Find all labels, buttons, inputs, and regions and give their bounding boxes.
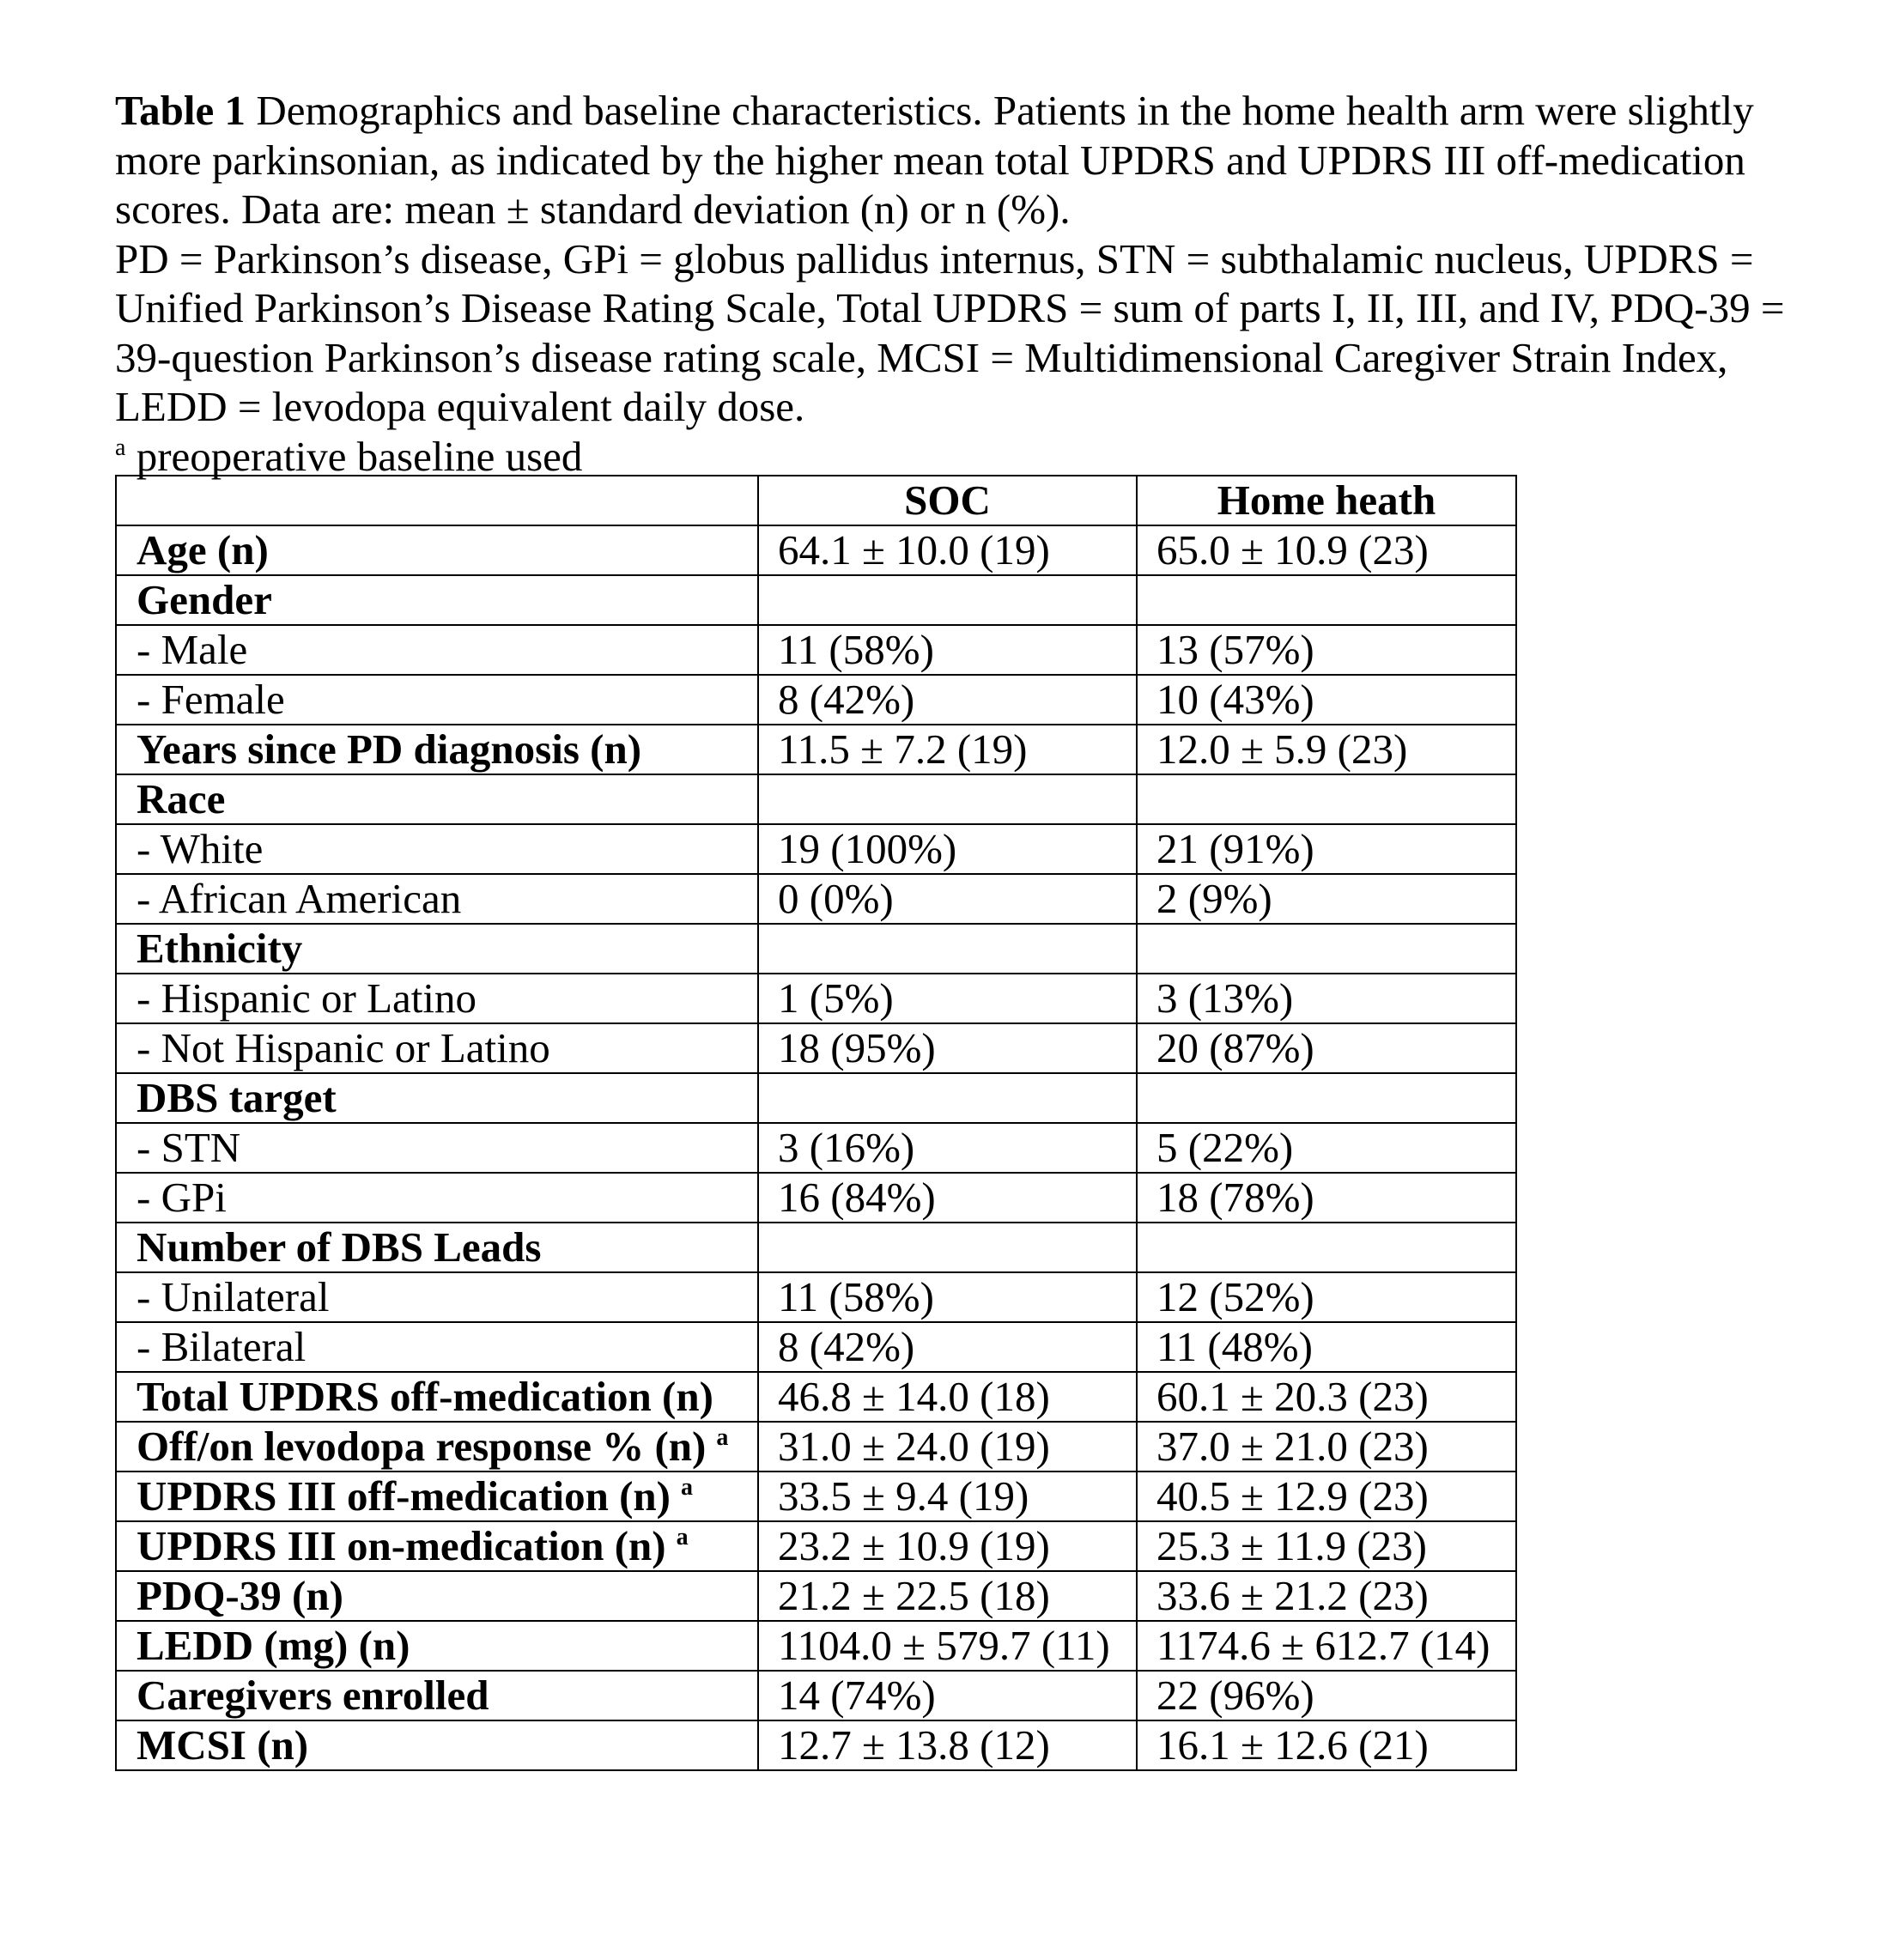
home-health-value-cell: 20 (87%)	[1137, 1023, 1516, 1073]
header-soc: SOC	[758, 476, 1137, 525]
abbreviations-text: PD = Parkinson’s disease, GPi = globus pallidus internus, STN = subthalamic nucleus, UPDRS = Unified Parkinson’s Disease Rating Scale, Total UPDRS = sum of parts I, II, III, and IV, PDQ-39 = 39-question Parkinson’s disease rating scale, MCSI = Multidimensional Caregiver Strain Index, LEDD = levodopa equivalent daily dose.	[115, 234, 1785, 430]
row-label-cell	[116, 725, 758, 774]
row-label: Years since PD diagnosis (n)	[137, 725, 642, 773]
home-health-value-cell	[1137, 1223, 1516, 1272]
row-label-cell	[116, 1521, 758, 1571]
table-row	[116, 1720, 1516, 1770]
row-label: - Unilateral	[137, 1273, 330, 1320]
home-health-value-cell: 65.0 ± 10.9 (23)	[1137, 525, 1516, 575]
row-label: - GPi	[137, 1174, 227, 1221]
home-health-value-cell: 16.1 ± 12.6 (21)	[1137, 1720, 1516, 1770]
footnote-paragraph	[115, 432, 1798, 482]
table-row	[116, 1322, 1516, 1372]
soc-value-cell: 19 (100%)	[758, 824, 1137, 874]
soc-value-cell: 3 (16%)	[758, 1123, 1137, 1173]
row-label: - Female	[137, 676, 285, 723]
row-label-cell	[116, 675, 758, 725]
row-label-cell	[116, 1621, 758, 1671]
table-row	[116, 1472, 1516, 1521]
home-health-value-cell: 33.6 ± 21.2 (23)	[1137, 1571, 1516, 1621]
abbreviations-paragraph	[115, 234, 1798, 432]
footnote-mark: a	[115, 434, 126, 461]
soc-value-cell: 46.8 ± 14.0 (18)	[758, 1372, 1137, 1422]
row-label: Race	[137, 775, 226, 822]
caption-text: Demographics and baseline characteristics. Patients in the home health arm were slightly more parkinsonian, as indicated by the higher mean total UPDRS and UPDRS III off-medication scores. Data are: mean ± standard deviation (n) or n (%).	[115, 87, 1754, 233]
header-home-health: Home heath	[1137, 476, 1516, 525]
soc-value-cell: 11 (58%)	[758, 625, 1137, 675]
home-health-value-cell	[1137, 1073, 1516, 1123]
row-label-cell	[116, 625, 758, 675]
row-label: Off/on levodopa response % (n)	[137, 1423, 707, 1470]
row-label-cell	[116, 525, 758, 575]
row-label: Number of DBS Leads	[137, 1223, 542, 1271]
table-row	[116, 1223, 1516, 1272]
soc-value-cell: 14 (74%)	[758, 1671, 1137, 1720]
home-health-value-cell: 37.0 ± 21.0 (23)	[1137, 1422, 1516, 1472]
table-row	[116, 824, 1516, 874]
row-label-cell	[116, 1073, 758, 1123]
row-label-cell	[116, 1272, 758, 1322]
row-label: Total UPDRS off-medication (n)	[137, 1373, 713, 1420]
soc-value-cell: 18 (95%)	[758, 1023, 1137, 1073]
table-row	[116, 1123, 1516, 1173]
row-label: MCSI (n)	[137, 1721, 309, 1769]
caption-paragraph	[115, 86, 1798, 234]
row-label-cell	[116, 824, 758, 874]
row-label-cell	[116, 1322, 758, 1372]
table-row	[116, 1422, 1516, 1472]
table-row	[116, 1671, 1516, 1720]
soc-value-cell: 21.2 ± 22.5 (18)	[758, 1571, 1137, 1621]
table-row	[116, 1372, 1516, 1422]
soc-value-cell: 12.7 ± 13.8 (12)	[758, 1720, 1137, 1770]
row-label-cell	[116, 1123, 758, 1173]
baseline-table	[115, 475, 1517, 1771]
row-label-cell	[116, 1720, 758, 1770]
table-row	[116, 874, 1516, 924]
row-label-cell	[116, 874, 758, 924]
row-label: UPDRS III off-medication (n)	[137, 1472, 671, 1520]
home-health-value-cell	[1137, 575, 1516, 625]
home-health-value-cell: 10 (43%)	[1137, 675, 1516, 725]
soc-value-cell: 64.1 ± 10.0 (19)	[758, 525, 1137, 575]
table-label: Table 1	[115, 87, 246, 134]
footnote-marker: a	[676, 1524, 689, 1550]
soc-value-cell: 8 (42%)	[758, 1322, 1137, 1372]
row-label-cell	[116, 1472, 758, 1521]
home-health-value-cell	[1137, 924, 1516, 974]
row-label: - White	[137, 825, 264, 872]
soc-value-cell: 33.5 ± 9.4 (19)	[758, 1472, 1137, 1521]
home-health-value-cell: 12 (52%)	[1137, 1272, 1516, 1322]
header-empty	[116, 476, 758, 525]
table-row	[116, 1023, 1516, 1073]
home-health-value-cell	[1137, 774, 1516, 824]
home-health-value-cell: 3 (13%)	[1137, 974, 1516, 1023]
home-health-value-cell: 1174.6 ± 612.7 (14)	[1137, 1621, 1516, 1671]
row-label-cell	[116, 1571, 758, 1621]
row-label-cell	[116, 1422, 758, 1472]
home-health-value-cell: 5 (22%)	[1137, 1123, 1516, 1173]
row-label: - Hispanic or Latino	[137, 974, 477, 1022]
table-row	[116, 625, 1516, 675]
soc-value-cell	[758, 774, 1137, 824]
table-header-row	[116, 476, 1516, 525]
row-label: Age (n)	[137, 526, 269, 573]
row-label-cell	[116, 1372, 758, 1422]
soc-value-cell: 0 (0%)	[758, 874, 1137, 924]
soc-value-cell: 16 (84%)	[758, 1173, 1137, 1223]
table-row	[116, 1521, 1516, 1571]
soc-value-cell: 11.5 ± 7.2 (19)	[758, 725, 1137, 774]
row-label: - STN	[137, 1124, 241, 1171]
table-row	[116, 675, 1516, 725]
home-health-value-cell: 40.5 ± 12.9 (23)	[1137, 1472, 1516, 1521]
table-row	[116, 774, 1516, 824]
table-row	[116, 974, 1516, 1023]
table-row	[116, 1621, 1516, 1671]
row-label-cell	[116, 924, 758, 974]
row-label: Gender	[137, 576, 272, 623]
table-row	[116, 924, 1516, 974]
row-label: LEDD (mg) (n)	[137, 1622, 410, 1669]
row-label-cell	[116, 974, 758, 1023]
table-row	[116, 1272, 1516, 1322]
home-health-value-cell: 21 (91%)	[1137, 824, 1516, 874]
soc-value-cell	[758, 1073, 1137, 1123]
home-health-value-cell: 2 (9%)	[1137, 874, 1516, 924]
soc-value-cell: 1104.0 ± 579.7 (11)	[758, 1621, 1137, 1671]
home-health-value-cell: 18 (78%)	[1137, 1173, 1516, 1223]
row-label-cell	[116, 1173, 758, 1223]
row-label: UPDRS III on-medication (n)	[137, 1522, 666, 1569]
row-label: Caregivers enrolled	[137, 1672, 489, 1719]
row-label-cell	[116, 1671, 758, 1720]
footnote-text: preoperative baseline used	[125, 432, 583, 480]
table-row	[116, 575, 1516, 625]
footnote-marker: a	[681, 1474, 693, 1501]
table-caption	[115, 86, 1798, 481]
row-label: - Male	[137, 626, 248, 673]
row-label: DBS target	[137, 1074, 337, 1121]
home-health-value-cell: 11 (48%)	[1137, 1322, 1516, 1372]
row-label-cell	[116, 774, 758, 824]
row-label: Ethnicity	[137, 925, 303, 972]
row-label: - Bilateral	[137, 1323, 307, 1370]
soc-value-cell	[758, 1223, 1137, 1272]
home-health-value-cell: 60.1 ± 20.3 (23)	[1137, 1372, 1516, 1422]
soc-value-cell: 23.2 ± 10.9 (19)	[758, 1521, 1137, 1571]
soc-value-cell: 11 (58%)	[758, 1272, 1137, 1322]
row-label: - African American	[137, 875, 462, 922]
table-row	[116, 1173, 1516, 1223]
row-label-cell	[116, 575, 758, 625]
soc-value-cell: 8 (42%)	[758, 675, 1137, 725]
home-health-value-cell: 22 (96%)	[1137, 1671, 1516, 1720]
home-health-value-cell: 12.0 ± 5.9 (23)	[1137, 725, 1516, 774]
table-row	[116, 525, 1516, 575]
row-label: PDQ-39 (n)	[137, 1572, 343, 1619]
footnote-marker: a	[716, 1424, 729, 1451]
table-body	[116, 525, 1516, 1770]
table-row	[116, 1073, 1516, 1123]
table-row	[116, 725, 1516, 774]
row-label-cell	[116, 1223, 758, 1272]
table-row	[116, 1571, 1516, 1621]
soc-value-cell: 31.0 ± 24.0 (19)	[758, 1422, 1137, 1472]
row-label-cell	[116, 1023, 758, 1073]
home-health-value-cell: 13 (57%)	[1137, 625, 1516, 675]
home-health-value-cell: 25.3 ± 11.9 (23)	[1137, 1521, 1516, 1571]
soc-value-cell	[758, 924, 1137, 974]
soc-value-cell	[758, 575, 1137, 625]
row-label: - Not Hispanic or Latino	[137, 1024, 550, 1071]
soc-value-cell: 1 (5%)	[758, 974, 1137, 1023]
